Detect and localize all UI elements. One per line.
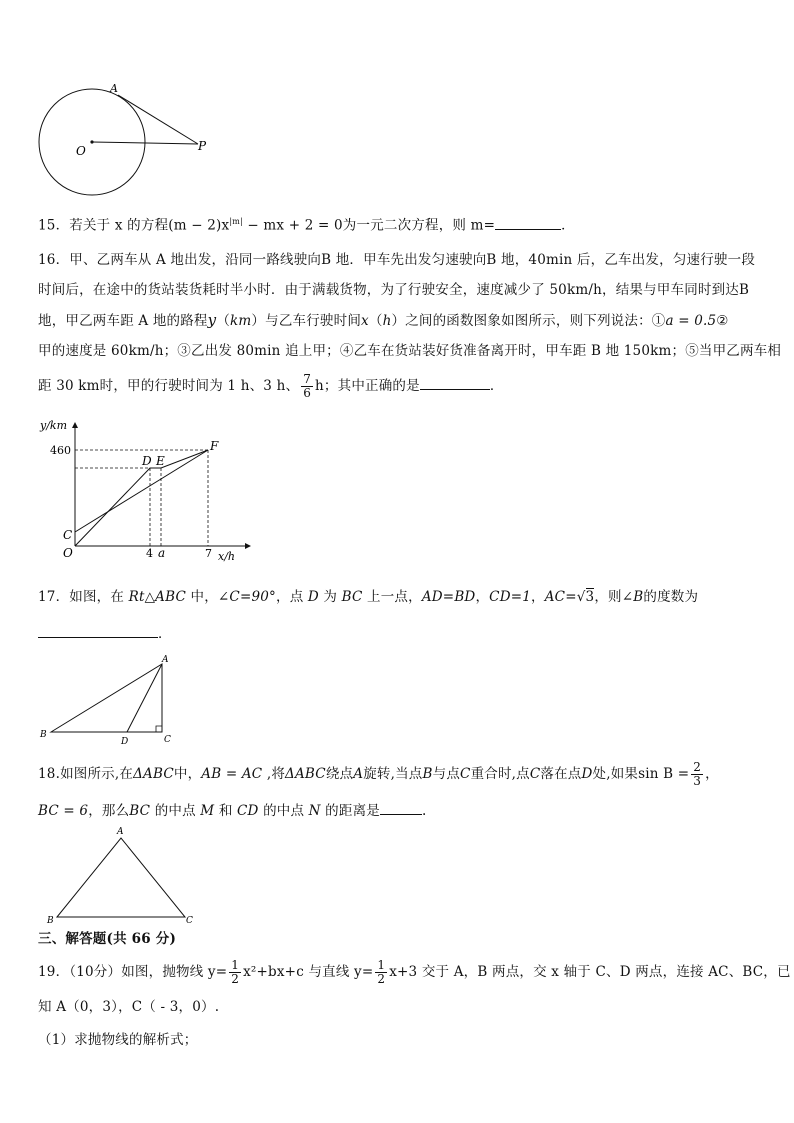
question-17 bbox=[38, 587, 698, 607]
q17-sqrt-symbol: √ bbox=[576, 589, 586, 605]
label-a: A bbox=[110, 82, 118, 95]
label-e: E bbox=[156, 454, 165, 468]
q16-paren-open-2: （ bbox=[368, 313, 383, 329]
x-axis-label: x/h bbox=[218, 550, 235, 563]
q16-a-equals: a = 0.5 bbox=[665, 313, 717, 329]
q16-graph bbox=[30, 415, 280, 565]
question-16-line5 bbox=[38, 372, 504, 400]
q16-unit-h: h bbox=[382, 313, 392, 329]
right-angle-mark bbox=[156, 726, 162, 732]
question-19-line1 bbox=[38, 958, 791, 986]
q16-var-x: x bbox=[361, 313, 369, 329]
question-18-line1 bbox=[38, 760, 719, 788]
q18-text-d: 绕点 bbox=[325, 766, 354, 782]
q18-cd: CD bbox=[237, 803, 259, 819]
q17-bc: BC bbox=[341, 589, 363, 605]
q17-text-f: ， bbox=[475, 589, 490, 605]
q18-text-m: 和 bbox=[214, 803, 238, 819]
q18-sin-b: sin B = bbox=[638, 766, 690, 782]
q17-angle-b: B bbox=[633, 589, 644, 605]
q19-score: （10分） bbox=[69, 964, 122, 980]
q16-unit-km: km bbox=[230, 313, 252, 329]
tangent-ap bbox=[118, 95, 198, 144]
q18-text-l: 的中点 bbox=[150, 803, 201, 819]
x-tick-4: 4 bbox=[146, 547, 153, 560]
q18-figure bbox=[40, 822, 200, 928]
q17-cd: CD=1 bbox=[489, 589, 532, 605]
q16-line5-b: h；其中正确的是 bbox=[315, 378, 420, 394]
q18-number: 18. bbox=[38, 766, 61, 782]
q15-exponent: |m| bbox=[229, 217, 243, 226]
q17-ad-bd: AD=BD bbox=[421, 589, 476, 605]
q17-rt-triangle: Rt△ABC bbox=[128, 589, 186, 605]
q18-text-j: ， bbox=[705, 766, 719, 782]
q18-point-c-2: C bbox=[529, 766, 541, 782]
q16-line2-text: 时间后，在途中的货站装货耗时半小时．由于满载货物，为了行驶安全，速度减少了 50km/h，结果与甲车同时到达B bbox=[38, 282, 750, 298]
q18-answer-blank[interactable] bbox=[380, 800, 422, 815]
q16-line3-a: 地，甲乙两车距 A 地的路程 bbox=[38, 313, 208, 329]
q16-frac-num: 7 bbox=[303, 372, 312, 386]
q19-sub1-text: （1）求抛物线的解析式； bbox=[38, 1032, 198, 1048]
q18-bc-6: BC = 6 bbox=[38, 803, 89, 819]
q17-point-d: D bbox=[307, 589, 319, 605]
q17-figure bbox=[30, 652, 190, 748]
q18-text-h: 落在点 bbox=[540, 766, 582, 782]
q17-sqrt-value: 3 bbox=[585, 589, 595, 605]
q18-text-e: 旋转,当点 bbox=[363, 766, 423, 782]
question-16-line2 bbox=[38, 280, 749, 300]
q18-text-b: 中， bbox=[173, 766, 202, 782]
q15-equation: (m − 2)x bbox=[168, 217, 230, 234]
q17-text-h: ，则∠ bbox=[594, 589, 634, 605]
label-c: C bbox=[164, 735, 171, 745]
question-19-line2 bbox=[38, 997, 219, 1017]
q18-text-g: 重合时,点 bbox=[470, 766, 530, 782]
q17-text-g: ， bbox=[531, 589, 545, 605]
q16-frac-den: 6 bbox=[303, 386, 312, 400]
label-b: B bbox=[47, 916, 54, 926]
center-dot bbox=[90, 140, 93, 143]
q18-text-f: 与点 bbox=[432, 766, 461, 782]
q17-number: 17． bbox=[38, 589, 70, 605]
x-tick-a: a bbox=[158, 546, 166, 560]
y-axis-label: y/km bbox=[40, 419, 68, 432]
q18-ab-ac: AB = AC bbox=[201, 766, 263, 782]
label-a: A bbox=[162, 655, 169, 665]
q19-number: 19． bbox=[38, 964, 70, 980]
q15-number: 15． bbox=[38, 217, 70, 234]
q19-text-b: x²+bx+c 与直线 y= bbox=[243, 964, 374, 980]
q16-line3-c: ）与乙车行驶时间 bbox=[251, 313, 362, 329]
q17-text-c: ，点 bbox=[276, 589, 308, 605]
q19-text-c: x+3 交于 A，B 两点，交 x 轴于 C、D 两点，连接 AC、BC，已 bbox=[389, 964, 791, 980]
q17-ac: AC= bbox=[544, 589, 577, 605]
q18-text-a: 如图所示,在 bbox=[60, 766, 134, 782]
question-16-line3 bbox=[38, 310, 729, 331]
q18-fraction-2-3 bbox=[691, 761, 703, 788]
q19-frac1-den: 2 bbox=[231, 972, 240, 986]
q16-line1-text: 甲、乙两车从 A 地出发，沿同一路线驶向B 地．甲车先出发匀速驶向B 地，40min 后，乙车出发，匀速行驶一段 bbox=[69, 252, 756, 268]
q18-frac-num: 2 bbox=[693, 760, 702, 774]
q16-number: 16． bbox=[38, 252, 70, 268]
q19-fraction-2 bbox=[375, 959, 387, 986]
q16-paren-open: （ bbox=[216, 313, 231, 329]
q16-line3-e: ）之间的函数图象如图所示，则下列说法：① bbox=[391, 313, 666, 329]
question-18-line2 bbox=[38, 800, 426, 821]
label-a: A bbox=[117, 827, 124, 837]
q18-text-n: 的中点 bbox=[258, 803, 309, 819]
label-c: C bbox=[186, 916, 193, 926]
q17-text-i: 的度数为 bbox=[643, 589, 699, 605]
q16-line4-text: 甲的速度是 60km/h；③乙出发 80min 追上甲；④乙车在货站装好货准备离开时，甲车距 B 地 150km；⑤当甲乙两车相 bbox=[38, 343, 782, 359]
q18-end: . bbox=[421, 803, 427, 819]
label-b: B bbox=[40, 730, 47, 740]
triangle-abc bbox=[57, 838, 185, 917]
q18-text-o: 的距离是 bbox=[320, 803, 380, 819]
q17-angle-c: ∠C=90° bbox=[217, 589, 276, 605]
x-tick-7: 7 bbox=[205, 547, 212, 560]
q18-text-k: ，那么 bbox=[88, 803, 130, 819]
question-17-answer-line bbox=[38, 623, 172, 644]
q16-var-y: y bbox=[207, 311, 217, 329]
q18-point-d: D bbox=[581, 766, 593, 782]
label-d: D bbox=[121, 737, 129, 747]
q18-text-c: ,将 bbox=[262, 766, 286, 782]
q17-answer-blank[interactable] bbox=[38, 623, 158, 638]
triangle-abc bbox=[51, 664, 162, 732]
circle-tangent-figure bbox=[30, 78, 230, 198]
section-3-heading: 三、解答题(共 66 分) bbox=[38, 931, 177, 947]
q15-text-before: 若关于 x 的方程 bbox=[69, 217, 169, 234]
q16-circle-2: ② bbox=[716, 313, 729, 329]
q18-frac-den: 3 bbox=[693, 774, 702, 788]
label-c: C bbox=[63, 528, 73, 542]
q18-point-m: M bbox=[200, 803, 215, 819]
q16-fraction-7-6 bbox=[301, 373, 313, 400]
q18-text-i: 处,如果 bbox=[592, 766, 639, 782]
label-p: P bbox=[198, 139, 207, 153]
label-o: O bbox=[76, 144, 86, 158]
q16-line5-a: 距 30 km时，甲的行驶时间为 1 h、3 h、 bbox=[38, 378, 300, 394]
q17-text-d: 为 bbox=[318, 589, 342, 605]
q17-text-e: 上一点， bbox=[362, 589, 422, 605]
label-d: D bbox=[142, 454, 152, 468]
label-origin: O bbox=[63, 546, 73, 560]
q19-fraction-1 bbox=[229, 959, 241, 986]
q15-end: ． bbox=[561, 217, 575, 234]
label-f: F bbox=[210, 439, 219, 453]
q18-triangle: ΔABC bbox=[133, 766, 174, 782]
q15-equation-rest: − mx + 2 = 0 bbox=[242, 217, 343, 234]
q16-answer-blank[interactable] bbox=[420, 375, 490, 390]
q18-point-a: A bbox=[353, 766, 364, 782]
q18-triangle-2: ΔABC bbox=[285, 766, 326, 782]
q18-point-b: B bbox=[422, 766, 433, 782]
q19-line2-text: 知 A（0，3），C（ - 3，0）. bbox=[38, 999, 220, 1015]
q18-bc: BC bbox=[129, 803, 151, 819]
q17-text-a: 如图，在 bbox=[69, 589, 129, 605]
q18-point-c: C bbox=[460, 766, 471, 782]
question-16-line4 bbox=[38, 341, 781, 361]
q16-end: ． bbox=[489, 378, 504, 394]
question-16-line1 bbox=[38, 250, 755, 270]
question-15 bbox=[38, 212, 575, 236]
q19-frac2-den: 2 bbox=[377, 972, 386, 986]
q19-frac1-num: 1 bbox=[231, 958, 240, 972]
q19-text-a: 如图，抛物线 y= bbox=[121, 964, 228, 980]
q17-text-b: 中， bbox=[186, 589, 218, 605]
q17-end: ． bbox=[158, 626, 172, 642]
q15-text-after: 为一元二次方程，则 m= bbox=[342, 217, 496, 234]
q19-frac2-num: 1 bbox=[377, 958, 386, 972]
q18-point-n: N bbox=[308, 803, 321, 819]
y-tick-460: 460 bbox=[50, 444, 71, 457]
q15-answer-blank[interactable] bbox=[495, 215, 561, 230]
question-19-sub1 bbox=[38, 1030, 198, 1050]
